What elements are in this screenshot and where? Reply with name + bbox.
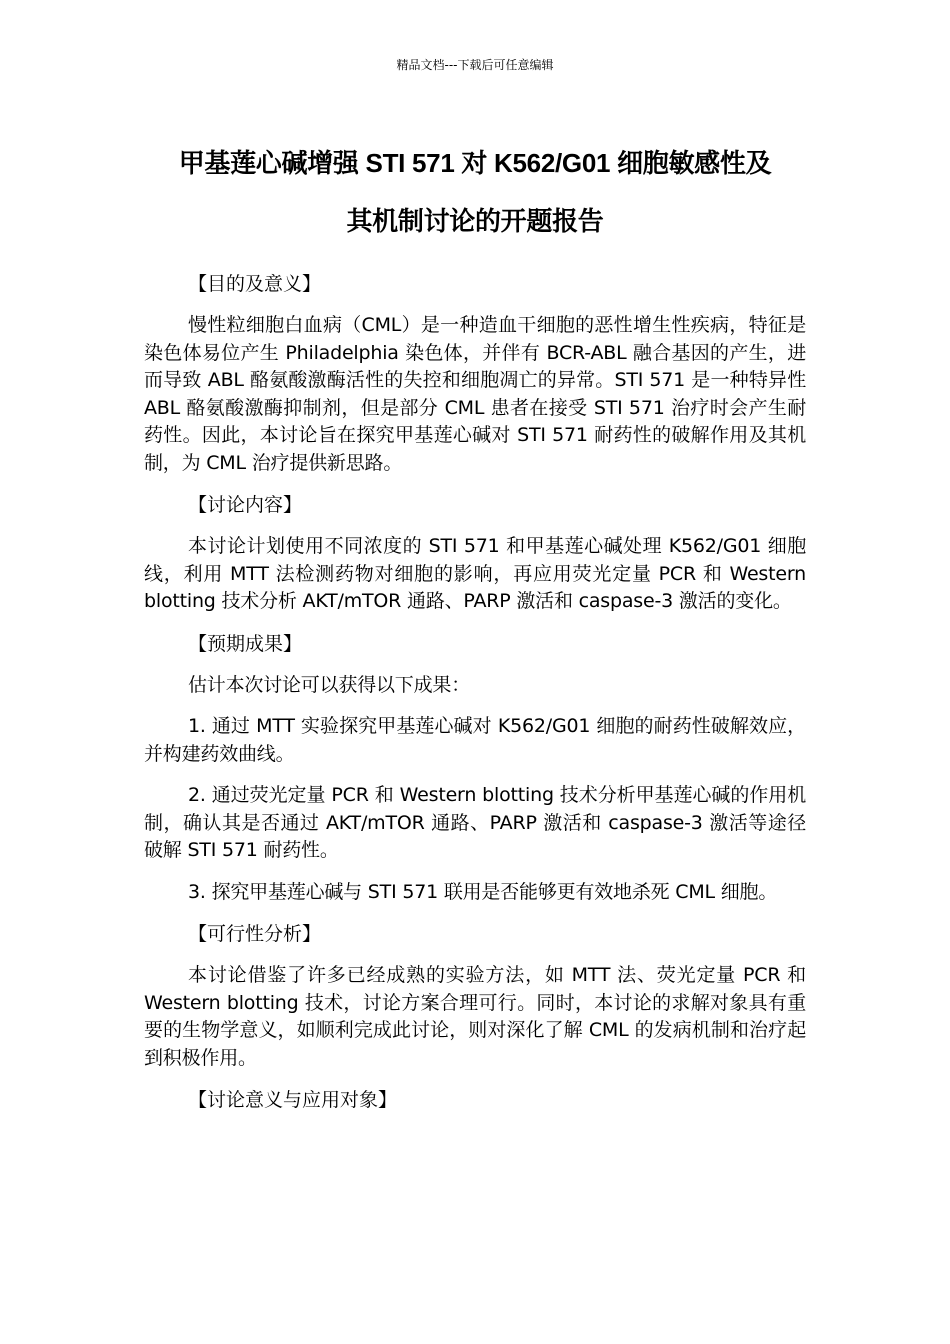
results-intro: 估计本次讨论可以获得以下成果： — [188, 673, 471, 696]
section-heading-content: 【讨论内容】 — [188, 494, 303, 516]
results-item-1: 1. 通过 MTT 实验探究甲基莲心碱对 K562/G01 细胞的耐药性破解效应，并构建药效曲线。 — [144, 715, 806, 765]
document-body — [144, 270, 806, 1128]
results-item-2: 2. 通过荧光定量 PCR 和 Western blotting 技术分析甲基莲心碱的作用机制，确认其是否通过 AKT/mTOR 通路、PARP 激活和 caspase-3 激活等途径破解 STI 571 耐药性。 — [144, 784, 806, 861]
title-line-2: 其机制讨论的开题报告 — [346, 206, 604, 236]
section-text-feasibility: 本讨论借鉴了许多已经成熟的实验方法，如 MTT 法、荧光定量 PCR 和 Western blotting 技术，讨论方案合理可行。同时，本讨论的求解对象具有重要的生物学意义，如顺利完成此讨论，则对深化了解 CML 的发病机制和治疗起到积极作用。 — [144, 964, 806, 1069]
section-heading-significance: 【讨论意义与应用对象】 — [188, 1089, 398, 1111]
section-heading-feasibility: 【可行性分析】 — [188, 923, 322, 945]
section-heading-results: 【预期成果】 — [188, 632, 303, 655]
title-line-1: 甲基莲心碱增强 STI 571 对 K562/G01 细胞敏感性及 — [178, 148, 772, 178]
section-text-content: 本讨论计划使用不同浓度的 STI 571 和甲基莲心碱处理 K562/G01 细胞线，利用 MTT 法检测药物对细胞的影响，再应用荧光定量 PCR 和 Western blotting 技术分析 AKT/mTOR 通路、PARP 激活和 caspase-3 激活的变化。 — [144, 535, 806, 612]
section-text-purpose: 慢性粒细胞白血病（CML）是一种造血干细胞的恶性增生性疾病，特征是染色体易位产生 Philadelphia 染色体，并伴有 BCR-ABL 融合基因的产生，进而导致 ABL 酪氨酸激酶活性的失控和细胞凋亡的异常。STI 571 是一种特异性 ABL 酪氨酸激酶抑制剂，但是部分 CML 患者在接受 STI 571 治疗时会产生耐药性。因此，本讨论旨在探究甲基莲心碱对 STI 571 耐药性的破解作用及其机制，为 CML 治疗提供新思路。 — [144, 314, 806, 474]
results-item-3: 3. 探究甲基莲心碱与 STI 571 联用是否能够更有效地杀死 CML 细胞。 — [188, 880, 778, 903]
page-header-note: 精品文档---下载后可任意编辑 — [396, 58, 554, 72]
document-title — [120, 134, 830, 250]
section-heading-purpose: 【目的及意义】 — [188, 273, 322, 295]
